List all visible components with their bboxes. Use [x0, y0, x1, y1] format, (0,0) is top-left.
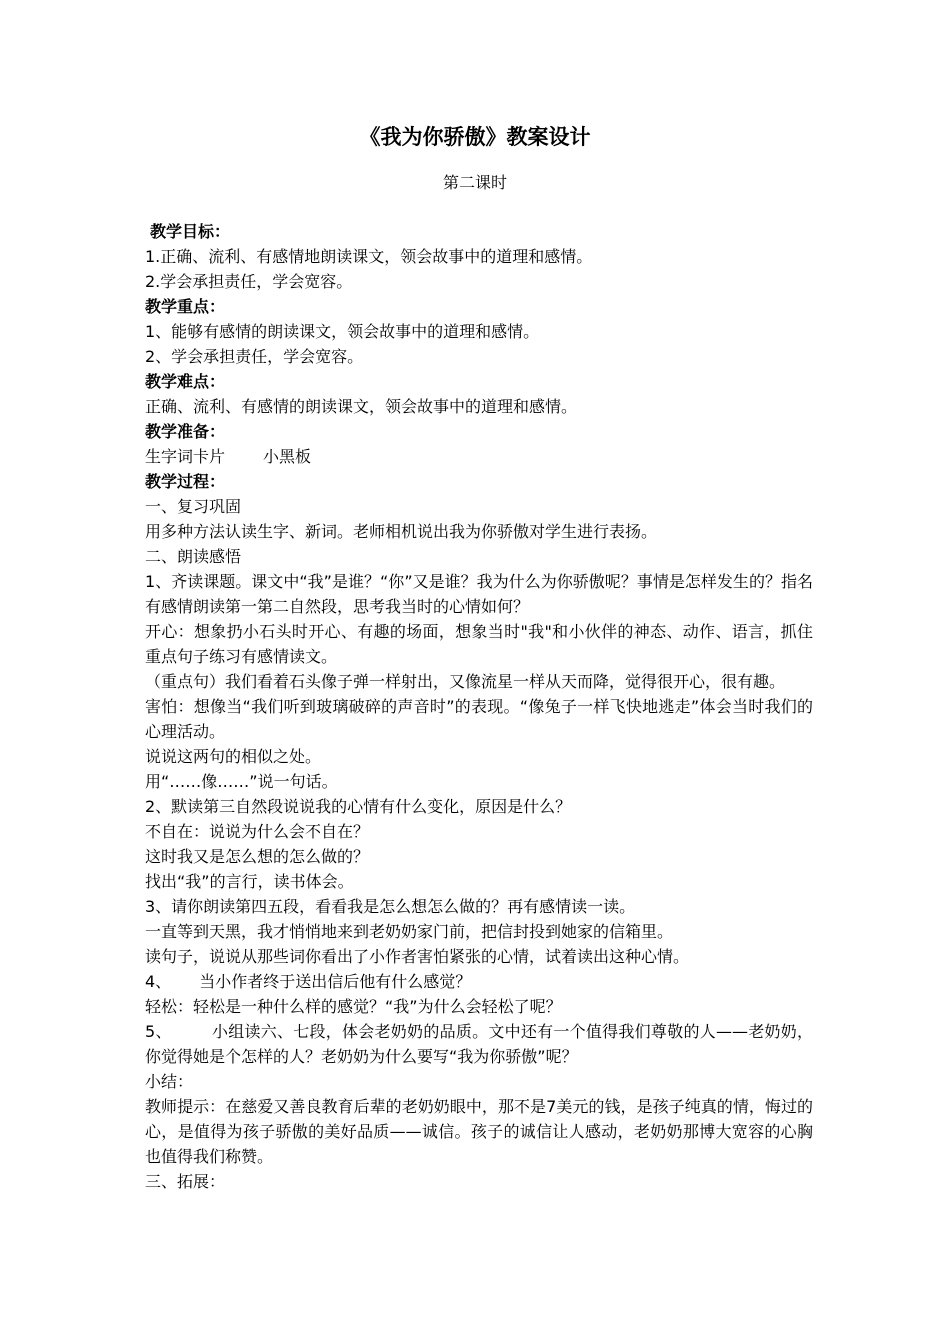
goal-item: 1.正确、流利、有感情地朗读课文，领会故事中的道理和感情。 [145, 247, 593, 266]
section2-paragraph: 说说这两句的相似之处。 [145, 747, 322, 766]
preparation-items [145, 444, 813, 469]
key-points-heading: 教学重点： [145, 297, 226, 316]
difficulties-heading: 教学难点： [145, 372, 226, 391]
section2-paragraph: 3、请你朗读第四五段，看看我是怎么想怎么做的？再有感情读一读。 [145, 897, 636, 916]
section2-paragraph: （重点句）我们看着石头像子弹一样射出，又像流星一样从天而降，觉得很开心，很有趣。 [145, 672, 786, 691]
section2-heading: 二、朗读感悟 [145, 547, 242, 566]
preparation-item-cards: 生字词卡片 [145, 447, 226, 466]
section2-paragraph: 这时我又是怎么想的怎么做的？ [145, 847, 370, 866]
goal-item: 2.学会承担责任，学会宽容。 [145, 272, 353, 291]
section2-paragraph: 2、默读第三自然段说说我的心情有什么变化，原因是什么？ [145, 797, 572, 816]
summary-label: 小结： [145, 1072, 194, 1091]
section2-paragraph-5 [145, 1019, 813, 1069]
section2-paragraph: 一直等到天黑，我才悄悄地来到老奶奶家门前，把信封投到她家的信箱里。 [145, 922, 674, 941]
process-heading: 教学过程： [145, 472, 226, 491]
document-body [145, 219, 813, 1194]
section1-heading: 一、复习巩固 [145, 497, 242, 516]
item-number: 5、 [145, 1022, 172, 1041]
section2-paragraph: 轻松：轻松是一种什么样的感觉？“我”为什么会轻松了呢？ [145, 997, 562, 1016]
key-point-item: 2、学会承担责任，学会宽容。 [145, 347, 364, 366]
goals-heading: 教学目标： [150, 222, 231, 241]
item-text: 当小作者终于送出信后他有什么感觉？ [199, 972, 472, 991]
section2-paragraph: 不自在：说说为什么会不自在？ [145, 822, 370, 841]
section1-text: 用多种方法认读生字、新词。老师相机说出我为你骄傲对学生进行表扬。 [145, 522, 658, 541]
difficulties-text: 正确、流利、有感情的朗读课文，领会故事中的道理和感情。 [145, 397, 578, 416]
section2-paragraph: 害怕：想像当“我们听到玻璃破碎的声音时”的表现。“像兔子一样飞快地逃走”体会当时我们的心理活动。 [145, 697, 813, 741]
key-point-item: 1、能够有感情的朗读课文，领会故事中的道理和感情。 [145, 322, 540, 341]
section2-paragraph: 读句子，说说从那些词你看出了小作者害怕紧张的心情，试着读出这种心情。 [145, 947, 690, 966]
teacher-tip: 教师提示：在慈爱又善良教育后辈的老奶奶眼中，那不是7美元的钱，是孩子纯真的情，悔过的心，是值得为孩子骄傲的美好品质——诚信。孩子的诚信让人感动，老奶奶那博大宽容的心胸也值得我们称赞。 [145, 1097, 813, 1166]
document-title: 《我为你骄傲》教案设计 [359, 125, 591, 149]
section2-paragraph: 1、齐读课题。课文中“我”是谁？“你”又是谁？我为什么为你骄傲呢？事情是怎样发生的？指名有感情朗读第一第二自然段，思考我当时的心情如何？ [145, 572, 813, 616]
section3-heading: 三、拓展： [145, 1172, 226, 1191]
preparation-item-blackboard: 小黑板 [263, 447, 312, 466]
section2-paragraph: 找出“我”的言行，读书体会。 [145, 872, 354, 891]
item-text: 小组读六、七段，体会老奶奶的品质。文中还有一个值得我们尊敬的人——老奶奶，你觉得她是个怎样的人？老奶奶为什么要写“我为你骄傲”呢？ [145, 1022, 813, 1066]
preparation-heading: 教学准备： [145, 422, 226, 441]
section2-paragraph: 开心：想象扔小石头时开心、有趣的场面，想象当时"我"和小伙伴的神态、动作、语言，抓住重点句子练习有感情读文。 [145, 622, 813, 666]
item-number: 4、 [145, 972, 172, 991]
section2-paragraph: 用“……像……”说一句话。 [145, 772, 338, 791]
document-subtitle: 第二课时 [442, 173, 507, 192]
section2-paragraph-4 [145, 969, 813, 994]
